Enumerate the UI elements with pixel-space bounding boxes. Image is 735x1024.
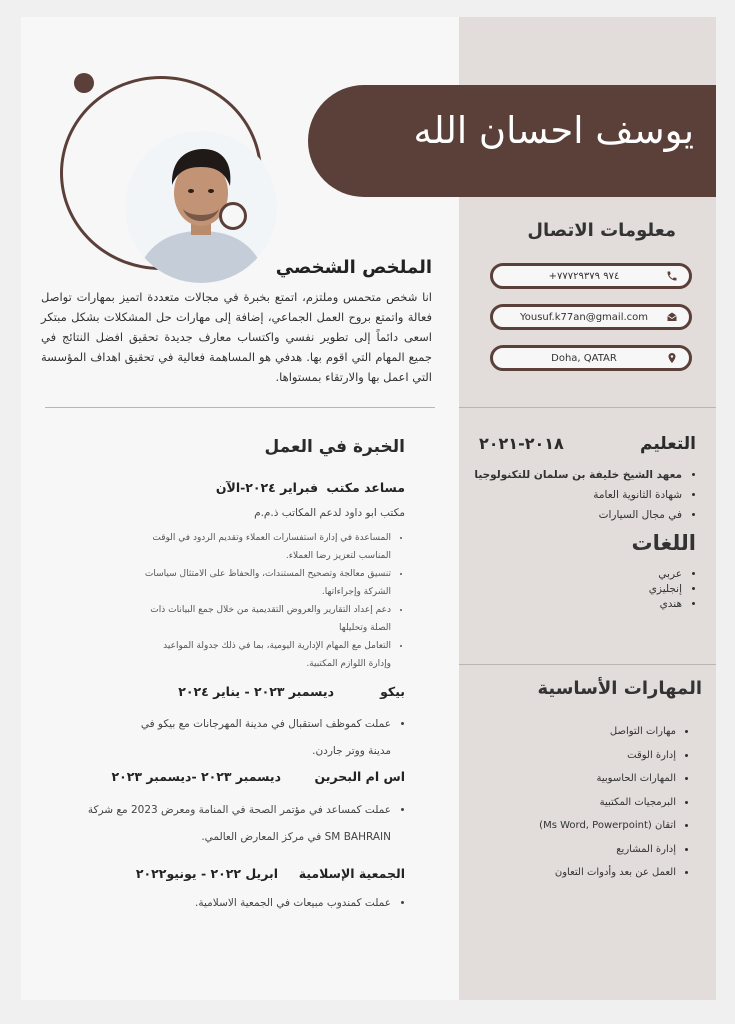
list-item: • شهادة الثانوية العامة bbox=[474, 485, 682, 505]
job-role: بيكو bbox=[380, 684, 405, 699]
divider bbox=[459, 407, 716, 408]
divider bbox=[459, 664, 716, 665]
location-pill[interactable] bbox=[490, 345, 692, 371]
skills-title: المهارات الأساسية bbox=[537, 678, 702, 699]
list-item: • المهارات الحاسوبية bbox=[539, 767, 676, 791]
list-item: • العمل عن بعد وأدوات التعاون bbox=[539, 861, 676, 885]
job-role: اس ام البحرين bbox=[314, 769, 405, 784]
job-dates: ديسمبر ٢٠٢٣ -ديسمبر ٢٠٢٣ bbox=[111, 769, 281, 784]
photo-decor-dot bbox=[74, 73, 94, 93]
education-years: ٢٠١٨-٢٠٢١ bbox=[479, 434, 564, 453]
list-item: • دعم إعداد التقارير والعروض التقديمية من خلال جمع البيانات ذات الصلة وتحليلها bbox=[141, 601, 391, 637]
job-bullets bbox=[121, 711, 405, 765]
profile-photo bbox=[125, 131, 277, 283]
education-list bbox=[474, 465, 696, 525]
person-name: يوسف احسان الله bbox=[413, 109, 694, 152]
list-item: • في مجال السيارات bbox=[474, 505, 682, 525]
job-role: مساعد مكتب bbox=[326, 480, 405, 495]
location-pin-icon bbox=[665, 351, 679, 365]
job-dates: ديسمبر ٢٠٢٣ - يناير ٢٠٢٤ bbox=[178, 684, 334, 699]
email-pill[interactable] bbox=[490, 304, 692, 330]
job-bullets bbox=[141, 529, 405, 673]
education-title: التعليم bbox=[640, 434, 696, 454]
languages-list bbox=[649, 567, 696, 612]
list-item: • اتقان (Ms Word, Powerpoint) bbox=[539, 814, 676, 838]
phone-text: +٩٧٤ ٧٧٧٢٩٣٧٩ bbox=[548, 270, 620, 282]
divider bbox=[45, 407, 435, 408]
job-company: مكتب ابو داود لدعم المكاتب ذ.م.م bbox=[254, 507, 405, 519]
list-item: • عملت كمندوب مبيعات في الجمعية الاسلامية. bbox=[195, 890, 391, 917]
email-text: Yousuf.k77an@gmail.com bbox=[519, 311, 649, 323]
education-header bbox=[479, 434, 696, 454]
phone-pill[interactable] bbox=[490, 263, 692, 289]
summary-title: الملخص الشخصي bbox=[275, 257, 432, 278]
phone-icon bbox=[665, 269, 679, 283]
list-item: • هندي bbox=[649, 597, 682, 612]
photo-decor-ring bbox=[219, 202, 247, 230]
list-item: • عربي bbox=[649, 567, 682, 582]
list-item: • المساعدة في إدارة استفسارات العملاء وتقديم الردود في الوقت المناسب لتعزيز رضا العملاء. bbox=[141, 529, 391, 565]
skills-list bbox=[539, 720, 690, 885]
job-bullets bbox=[71, 797, 405, 851]
summary-text: انا شخص متحمس وملتزم، اتمتع بخبرة في مجالات متعددة اتميز بمهارات تواصل فعالة واتمتع بروح العمل الجماعي، إضافة إلى مهارات حل المشكلات بشكل مبتكر اسعى دائماً إلى تطوير نفسي واكتساب معارف جديدة تحقيق افضل النتائج في جميع المهام التي اقوم بها. هدفي هو المساهمة فعالية في تحقيق اهداف المؤسسة التي اعمل بها والارتقاء بمستواها. bbox=[41, 290, 432, 384]
list-item: • البرمجيات المكتبية bbox=[539, 791, 676, 815]
job-dates: فبراير ٢٠٢٤-الآن bbox=[215, 480, 318, 495]
list-item: • عملت كموظف استقبال في مدينة المهرجانات مع بيكو في مدينة ووتر جاردن. bbox=[121, 711, 391, 765]
list-item: • معهد الشيخ خليفة بن سلمان للتكنولوجيا bbox=[474, 465, 682, 485]
name-banner bbox=[308, 85, 716, 197]
list-item: • مهارات التواصل bbox=[539, 720, 676, 744]
job-bullets bbox=[195, 890, 405, 917]
location-text: Doha, QATAR bbox=[551, 352, 617, 364]
resume-page bbox=[21, 17, 716, 1000]
list-item: • إدارة المشاريع bbox=[539, 838, 676, 862]
list-item: • تنسيق معالجة وتصحيح المستندات، والحفاظ على الامتثال سياسات الشركة وإجراءاتها. bbox=[141, 565, 391, 601]
list-item: • عملت كمساعد في مؤتمر الصحة في المنامة ومعرض 2023 مع شركة SM BAHRAIN في مركز المعارض العالمي. bbox=[71, 797, 391, 851]
contact-title: معلومات الاتصال bbox=[527, 220, 676, 241]
job-dates: ابريل ٢٠٢٢ - يونيو٢٠٢٢ bbox=[135, 866, 278, 881]
job-role: الجمعية الإسلامية bbox=[298, 866, 405, 881]
list-item: • إدارة الوقت bbox=[539, 744, 676, 768]
languages-title: اللغات bbox=[631, 531, 696, 555]
list-item: • التعامل مع المهام الإدارية اليومية، بما في ذلك جدولة المواعيد وإدارة اللوازم المكتبية. bbox=[141, 637, 391, 673]
experience-title: الخبرة في العمل bbox=[264, 437, 405, 457]
photo-frame bbox=[60, 76, 262, 270]
mail-icon bbox=[665, 310, 679, 324]
list-item: • إنجليزي bbox=[649, 582, 682, 597]
